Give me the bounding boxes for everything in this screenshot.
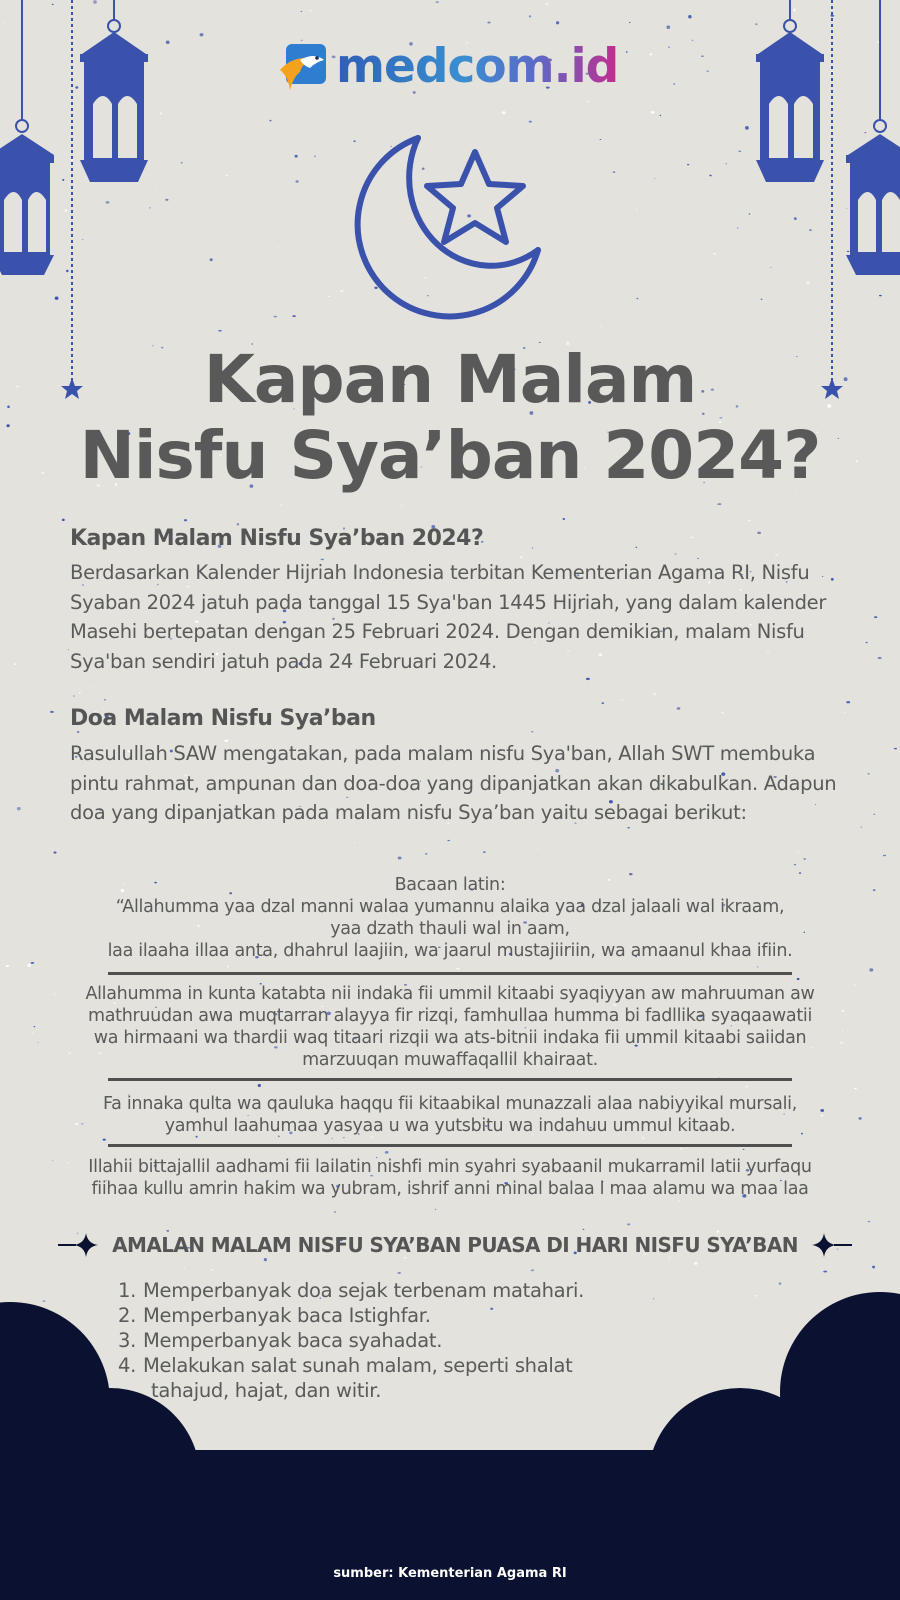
speck: [354, 842, 355, 843]
speck: [218, 330, 222, 332]
list-item: [118, 1278, 638, 1303]
speck: [636, 209, 638, 210]
speck: [642, 1137, 645, 1139]
speck: [883, 855, 886, 856]
list-item: [118, 1353, 638, 1403]
speck: [757, 532, 761, 534]
speck: [467, 214, 471, 217]
speck: [258, 1084, 261, 1087]
speck: [385, 1151, 389, 1154]
speck: [489, 237, 492, 238]
speck: [68, 649, 69, 650]
speck: [794, 864, 796, 865]
speck: [210, 258, 213, 261]
speck: [181, 162, 183, 164]
speck: [650, 53, 652, 55]
speck: [398, 857, 402, 860]
list-item: [118, 1328, 638, 1353]
list-item-text: Memperbanyak baca syahadat.: [143, 1329, 443, 1352]
list-item: [118, 1303, 638, 1328]
speck: [761, 299, 763, 300]
speck: [629, 22, 631, 23]
speck: [353, 141, 355, 142]
prayer-line: “Allahumma yaa dzal manni walaa yumannu alaika yaa dzal jalaali wal ikraam,: [115, 897, 785, 917]
prayer-label: Bacaan latin:: [394, 875, 506, 895]
speck: [755, 24, 758, 25]
page-title-line2: Nisfu Sya’ban 2024?: [79, 417, 821, 494]
speck: [743, 1149, 745, 1150]
speck: [844, 711, 846, 713]
speck: [165, 199, 168, 201]
prayer-line: laa ilaaha illaa anta, dhahrul laajiin, wa jaarul mustajiiriin, wa amaanul khaa ifiin.: [107, 941, 793, 961]
divider: [108, 1144, 792, 1147]
speck: [62, 519, 65, 522]
speck: [864, 132, 866, 133]
speck: [654, 178, 655, 179]
speck: [166, 40, 170, 44]
speck: [52, 4, 54, 5]
speck: [868, 773, 870, 775]
brand-wordmark: medcom.id: [336, 39, 619, 94]
speck: [797, 978, 800, 980]
speck: [149, 207, 151, 208]
brand-logo[interactable]: [278, 40, 618, 94]
speck: [745, 126, 749, 130]
speck: [738, 151, 741, 152]
prayer-line: marzuuqan muwaffaqallil khairaat.: [302, 1050, 598, 1070]
speck: [27, 964, 30, 967]
speck: [770, 267, 772, 268]
speck: [183, 1268, 185, 1269]
speck: [599, 139, 601, 140]
speck: [846, 208, 847, 209]
speck: [687, 164, 689, 165]
speck: [447, 840, 450, 841]
speck: [483, 851, 486, 853]
speck: [160, 112, 162, 114]
speck: [65, 209, 68, 211]
speck: [757, 966, 758, 967]
speck: [688, 15, 692, 18]
speck: [879, 295, 882, 296]
speck: [794, 217, 797, 220]
speck: [869, 968, 873, 971]
speck: [873, 889, 876, 891]
speck: [745, 1086, 748, 1088]
lantern-icon: [846, 0, 900, 275]
speck: [651, 111, 655, 113]
list-item-text: [143, 1353, 573, 1403]
speck: [71, 159, 73, 161]
lantern-icon: [756, 0, 824, 182]
speck: [556, 21, 559, 24]
speck: [103, 1139, 106, 1141]
speck: [678, 1200, 681, 1201]
speck: [73, 696, 75, 697]
prayer-line: mathruudan awa muqtarran alayya fir rizqi, famhullaa humma bi fadllika syaqaawatii: [87, 1006, 813, 1026]
section-body-when: Berdasarkan Kalender Hijriah Indonesia terbitan Kementerian Agama RI, Nisfu Syaban 2024 jatuh pada tanggal 15 Sya'ban 1445 Hijriah, yang dalam kalender Masehi bertepatan dengan 25 Februari 2024. Dengan demikian, malam Nisfu Sya'ban sendiri jatuh pada 24 Februari 2024.: [70, 561, 827, 673]
speck: [14, 663, 16, 665]
speck: [55, 297, 59, 300]
speck: [309, 10, 312, 12]
speck: [334, 1211, 336, 1213]
speck: [653, 1298, 654, 1299]
speck: [600, 326, 602, 327]
speck: [295, 180, 298, 183]
speck: [636, 298, 638, 300]
speck: [749, 213, 751, 214]
speck: [62, 179, 64, 181]
section-heading-doa: Doa Malam Nisfu Sya’ban: [70, 706, 376, 731]
speck: [487, 21, 490, 23]
speck: [529, 121, 532, 123]
speck: [563, 518, 565, 520]
speck: [50, 711, 54, 713]
speck: [748, 520, 751, 522]
speck: [66, 270, 69, 272]
speck: [673, 83, 675, 84]
list-item-number: 4.: [118, 1354, 137, 1377]
speck: [775, 554, 779, 556]
speck: [626, 51, 628, 52]
speck: [3, 22, 5, 23]
prayer-line: wa hirmaani wa thardii waq titaari rizqii wa ats-bitnii indaka fii ummil kitaabi saiidan: [93, 1028, 807, 1048]
speck: [601, 702, 604, 704]
prayer-block-4: [30, 1156, 870, 1200]
speck: [225, 175, 228, 176]
speck: [872, 1266, 875, 1269]
list-item-text: Memperbanyak baca Istighfar.: [143, 1304, 431, 1327]
sparkle-icon: [58, 1230, 98, 1260]
speck: [374, 287, 377, 289]
speck: [531, 731, 534, 732]
speck: [713, 253, 716, 255]
speck: [93, 0, 97, 3]
speck: [79, 692, 81, 694]
speck: [277, 246, 278, 247]
amalan-heading-row: [40, 1228, 870, 1262]
list-item-text-line: tahajud, hajat, dan witir.: [151, 1379, 382, 1402]
prayer-block-3: [30, 1093, 870, 1137]
speck: [550, 527, 551, 528]
speck: [340, 290, 343, 291]
speck: [701, 55, 704, 56]
speck: [793, 8, 796, 11]
speck: [292, 315, 296, 317]
speck: [737, 228, 739, 229]
speck: [2, 687, 3, 688]
speck: [390, 146, 392, 147]
speck: [692, 40, 694, 41]
sparkle-icon: [812, 1230, 852, 1260]
speck: [532, 547, 533, 548]
speck: [328, 296, 330, 297]
source-credit: sumber: Kementerian Agama RI: [333, 1566, 567, 1581]
speck: [401, 505, 403, 506]
speck: [823, 1271, 827, 1273]
speck: [295, 155, 298, 158]
speck: [424, 277, 427, 278]
prayer-line: yamhul laahumaa yasyaa u wa yutsbitu wa indahuu ummul kitaab.: [164, 1116, 736, 1136]
speck: [865, 642, 867, 644]
speck: [456, 968, 460, 970]
amalan-list: [118, 1278, 638, 1403]
page-title-line1: Kapan Malam: [203, 341, 697, 418]
speck: [621, 700, 623, 702]
list-item-number: 3.: [118, 1329, 137, 1352]
speck: [397, 1272, 400, 1274]
crescent-star-icon: [358, 138, 538, 316]
speck: [635, 547, 637, 549]
speck: [427, 295, 429, 296]
prayer-line: Allahumma in kunta katabta nii indaka fii ummil kitaabi syaqiyyan aw mahruuman aw: [85, 984, 815, 1004]
speck: [779, 1282, 782, 1284]
list-item-text-line: Melakukan salat sunah malam, seperti shalat: [143, 1354, 573, 1377]
speck: [613, 171, 616, 172]
speck: [587, 101, 590, 103]
speck: [31, 962, 35, 964]
speck: [674, 553, 676, 554]
speck: [660, 115, 662, 116]
speck: [690, 537, 693, 539]
speck: [797, 852, 799, 853]
speck: [878, 657, 882, 659]
speck: [301, 11, 303, 12]
speck: [77, 731, 80, 732]
speck: [435, 1209, 436, 1210]
speck: [227, 965, 229, 967]
speck: [612, 328, 613, 329]
prayer-block-2: [30, 983, 870, 1071]
speck: [709, 175, 712, 177]
speck: [314, 156, 316, 157]
speck: [92, 687, 93, 688]
speck: [210, 1269, 213, 1271]
prayer-line: Fa innaka qulta wa qauluka haqqu fii kitaabikal munazzali alaa nabiyyikal mursali,: [103, 1094, 797, 1114]
speck: [343, 1137, 344, 1138]
speck: [332, 1138, 333, 1139]
eagle-logo-icon: [278, 42, 328, 92]
speck: [273, 316, 277, 318]
speck: [627, 1223, 630, 1225]
lantern-icon: [0, 0, 54, 275]
prayer-block-1: [30, 874, 870, 962]
speck: [706, 71, 709, 72]
speck: [666, 25, 670, 29]
speck: [106, 201, 110, 204]
amalan-heading: AMALAN MALAM NISFU SYA’BAN PUASA DI HARI NISFU SYA’BAN: [112, 1233, 798, 1257]
speck: [502, 111, 506, 114]
speck: [721, 712, 724, 714]
speck: [677, 707, 681, 709]
speck: [694, 1262, 698, 1265]
list-item-text: Memperbanyak doa sejak terbenam matahari.: [143, 1279, 585, 1302]
speck: [717, 503, 721, 505]
section-body-doa: Rasulullah SAW mengatakan, pada malam nisfu Sya'ban, Allah SWT membuka pintu rahmat, ampunan dan doa-doa yang dipanjatkan akan dikabulkan. Adapun doa yang dipanjatkan pada malam nisfu Sya’ban yaitu sebagai berikut:: [70, 742, 837, 824]
speck: [873, 814, 875, 815]
prayer-line: Illahii bittajallil aadhami fii lailatin nishfi min syahri syabaanil mukarramil latii yurfaqu: [88, 1157, 812, 1177]
speck: [874, 616, 877, 618]
list-item-number: 2.: [118, 1304, 137, 1327]
speck: [200, 33, 204, 36]
speck: [537, 848, 539, 849]
speck: [868, 1221, 871, 1222]
speck: [425, 853, 428, 854]
speck: [529, 15, 531, 17]
divider: [108, 1078, 792, 1081]
speck: [280, 504, 282, 506]
speck: [806, 282, 810, 284]
speck: [269, 120, 271, 122]
speck: [830, 15, 834, 17]
speck: [653, 693, 656, 696]
divider: [108, 972, 792, 975]
speck: [847, 251, 850, 252]
speck: [6, 965, 10, 967]
speck: [53, 851, 56, 853]
speck: [586, 678, 590, 680]
lantern-icon: [80, 0, 148, 182]
speck: [846, 701, 850, 703]
speck: [809, 229, 812, 231]
speck: [531, 1269, 534, 1271]
speck: [436, 1, 439, 3]
speck: [894, 748, 897, 749]
speck: [725, 163, 726, 164]
speck: [422, 167, 425, 169]
speck: [104, 699, 106, 700]
speck: [184, 519, 187, 521]
speck: [42, 1300, 45, 1301]
speck: [755, 1295, 757, 1297]
speck: [854, 1088, 857, 1090]
speck: [668, 47, 670, 48]
prayer-line: fiihaa kullu amrin hakim wa yubram, ishrif anni minal balaa l maa alamu wa maa laa: [91, 1179, 809, 1199]
speck: [17, 807, 21, 810]
speck: [804, 858, 806, 859]
prayer-line: yaa dzath thauli wal in aam,: [330, 919, 570, 939]
speck: [545, 3, 549, 5]
list-item-number: 1.: [118, 1279, 137, 1302]
speck: [82, 239, 84, 240]
speck: [75, 86, 78, 88]
section-heading-when: Kapan Malam Nisfu Sya’ban 2024?: [70, 526, 484, 551]
speck: [680, 1148, 682, 1150]
speck: [155, 189, 157, 190]
speck: [861, 827, 862, 828]
